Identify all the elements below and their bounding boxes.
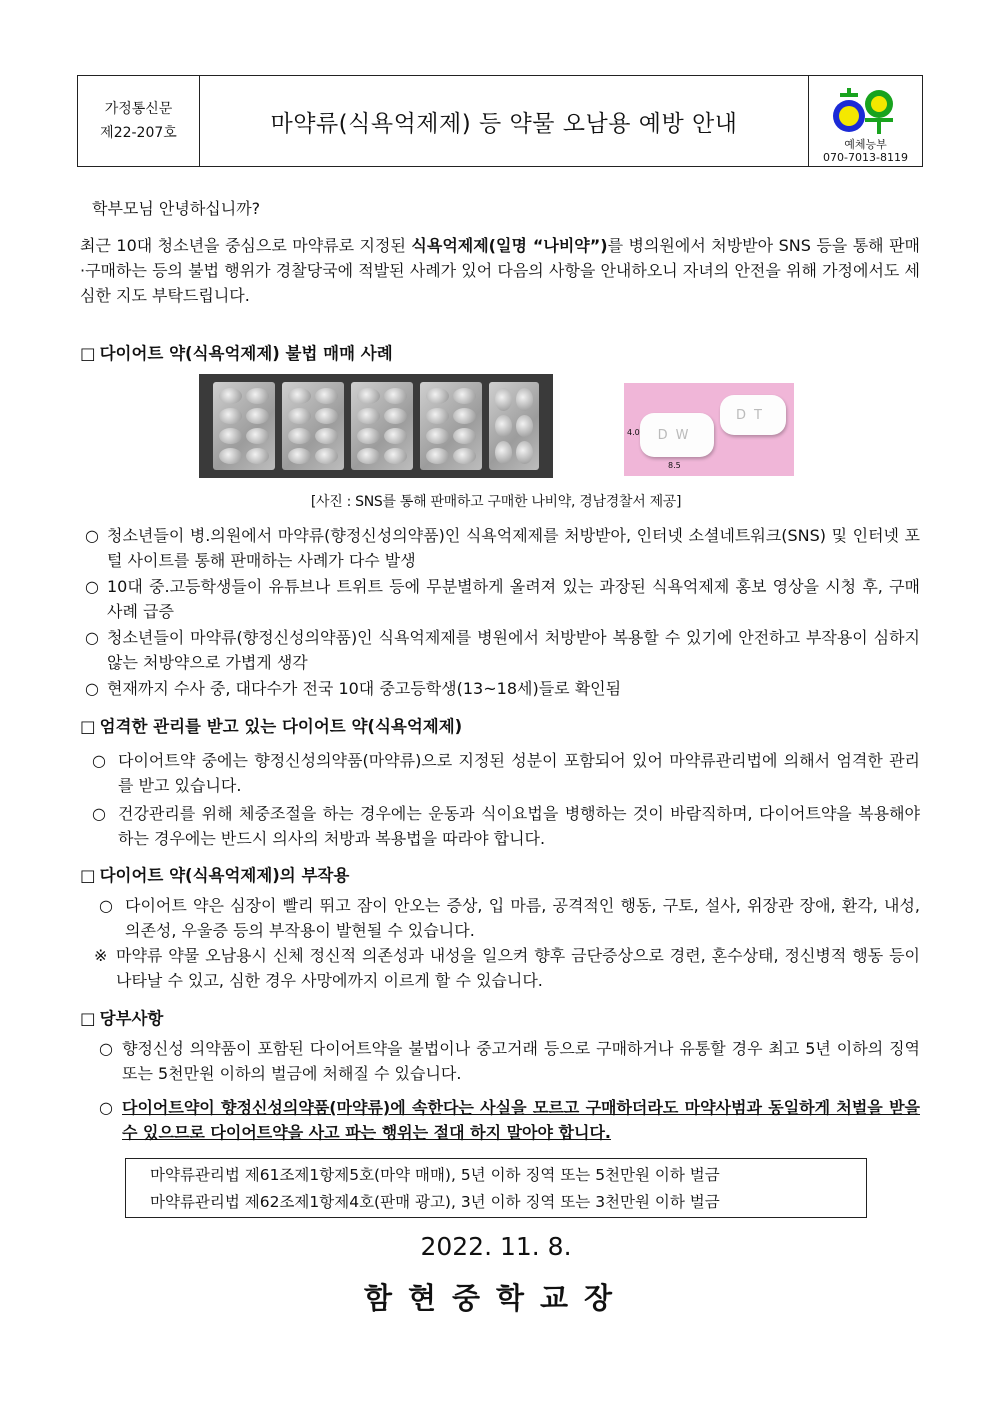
department-label: 예체능부 [844,138,887,151]
list-item: ○ 향정신성 의약품이 포함된 다이어트약을 불법이나 중고거래 등으로 구매하거나 유통할 경우 최고 5년 이하의 징역 또는 5천만원 이하의 벌금에 처해질 수 있습니다. [99,1036,920,1086]
law-line: 마약류관리법 제61조제1항제5호(마약 매매), 5년 이하 징역 또는 5천만원 이하 벌금 [150,1166,720,1184]
bullet-icon: ○ [85,526,99,545]
page-title: 마약류(식욕억제제) 등 약물 오남용 예방 안내 [270,110,738,137]
issue-date: 2022. 11. 8. [420,1232,572,1261]
section-heading-3 [80,862,349,886]
pill-strip [351,382,413,470]
dimension-width: 8.5 [668,461,681,470]
section-title-2: 엄격한 관리를 받고 있는 다이어트 약(식욕억제제) [99,717,463,736]
list-item: ○ 10대 중.고등학생들이 유튜브나 트위트 등에 무분별하게 올려져 있는 과장된 식욕억제제 홍보 영상을 시청 후, 구매 사례 급증 [85,574,920,624]
department-phone: 070-7013-8119 [823,151,908,164]
checkbox-icon: □ [80,717,96,736]
list-item: ○ 청소년들이 마약류(향정신성의약품)인 식욕억제제를 병원에서 처방받아 복용할 수 있기에 안전하고 부작용이 심하지 않는 처방약으로 가볍게 생각 [85,625,920,675]
bullet-icon: ○ [85,628,99,647]
section-heading-1 [80,340,393,364]
bullet-icon: ○ [99,896,113,915]
department-logo-block [808,76,922,166]
intro-bold-text: 식욕억제제(일명 “나비약”) [411,236,608,255]
bullet-icon: ○ [92,751,106,770]
photo-caption: [사진 : SNS를 통해 판매하고 구매한 나비약, 경남경찰서 제공] [310,494,682,510]
butterfly-pill: DW [640,413,714,457]
intro-text-1: 최근 10대 청소년을 중심으로 마약류로 지정된 [80,236,412,255]
note-mark-icon: ※ [94,946,108,965]
doc-info [78,76,200,166]
butterfly-pill: DT [720,395,786,435]
section-title-3: 다이어트 약(식욕억제제)의 부작용 [99,866,350,885]
pill-strip [213,382,275,470]
bullet-icon: ○ [99,1098,113,1117]
bullet-icon: ○ [85,577,99,596]
list-item: ○ 청소년들이 병.의원에서 마약류(향정신성의약품)인 식욕억제제를 처방받아, 인터넷 소셜네트워크(SNS) 및 인터넷 포털 사이트를 통해 판매하는 사례가 다수 발생 [85,523,920,573]
section-title-4: 당부사항 [99,1009,164,1028]
section-title-1: 다이어트 약(식욕억제제) 불법 매매 사례 [99,344,393,363]
bullet-icon: ○ [92,804,106,823]
photo-pill-strips [199,374,553,478]
doc-number: 제22-207호 [100,125,177,141]
pill-strip [282,382,344,470]
warning-item: ○ 다이어트약이 향정신성의약품(마약류)에 속한다는 사실을 모르고 구매하더라도 마약사범과 동일하게 처벌을 받을 수 있으므로 다이어트약을 사고 파는 행위는 절대 하지 말아야 합니다. [99,1095,920,1145]
law-reference-box [125,1158,867,1218]
list-item: ○ 건강관리를 위해 체중조절을 하는 경우에는 운동과 식이요법을 병행하는 것이 바람직하며, 다이어트약을 복용해야 하는 경우에는 반드시 의사의 처방과 복용법을 따라야 합니다. [92,801,920,851]
photo-butterfly-pills [624,383,794,476]
dimension-height: 4.0 [627,428,640,437]
section-heading-2 [80,713,462,737]
intro-text-2: 를 병의원에서 처방받아 SNS 등을 통해 판매·구매하는 등의 불법 행위가 경찰당국에 적발된 사례가 있어 다음의 사항을 안내하오니 자녀의 안전을 위해 가정에서도 세심한 지도 부탁드립니다. [80,236,921,305]
bullet-icon: ○ [99,1039,113,1058]
doc-type: 가정통신문 [104,101,173,117]
pill-strip [420,382,482,470]
list-item: ○ 현재까지 수사 중, 대다수가 전국 10대 중고등학생(13~18세)들로 확인됨 [85,676,920,701]
law-line: 마약류관리법 제62조제1항제4호(판매 광고), 3년 이하 징역 또는 3천만원 이하 벌금 [150,1193,720,1211]
header-box [77,75,923,167]
bullet-icon: ○ [85,679,99,698]
principal-signature: 함현중학교장 [363,1281,629,1315]
pill-strip [489,382,539,470]
list-item: ○ 다이어트 약은 심장이 빨리 뛰고 잠이 안오는 증상, 입 마름, 공격적인 행동, 구토, 설사, 위장관 장애, 환각, 내성, 의존성, 우울증 등의 부작용이 발현될 수 있습니다. [99,893,920,943]
school-logo-icon [829,86,903,138]
checkbox-icon: □ [80,1009,96,1028]
greeting: 학부모님 안녕하십니까? [92,199,261,218]
list-item: ○ 다이어트약 중에는 향정신성의약품(마약류)으로 지정된 성분이 포함되어 있어 마약류관리법에 의해서 엄격한 관리를 받고 있습니다. [92,748,920,798]
checkbox-icon: □ [80,344,96,363]
section-heading-4 [80,1005,163,1029]
checkbox-icon: □ [80,866,96,885]
intro-paragraph [80,233,920,308]
note-item: ※ 마약류 약물 오남용시 신체 정신적 의존성과 내성을 일으켜 향후 금단증상으로 경련, 혼수상태, 정신병적 행동 등이 나타날 수 있고, 심한 경우 사망에까지 이르게 할 수 있습니다. [94,943,920,993]
